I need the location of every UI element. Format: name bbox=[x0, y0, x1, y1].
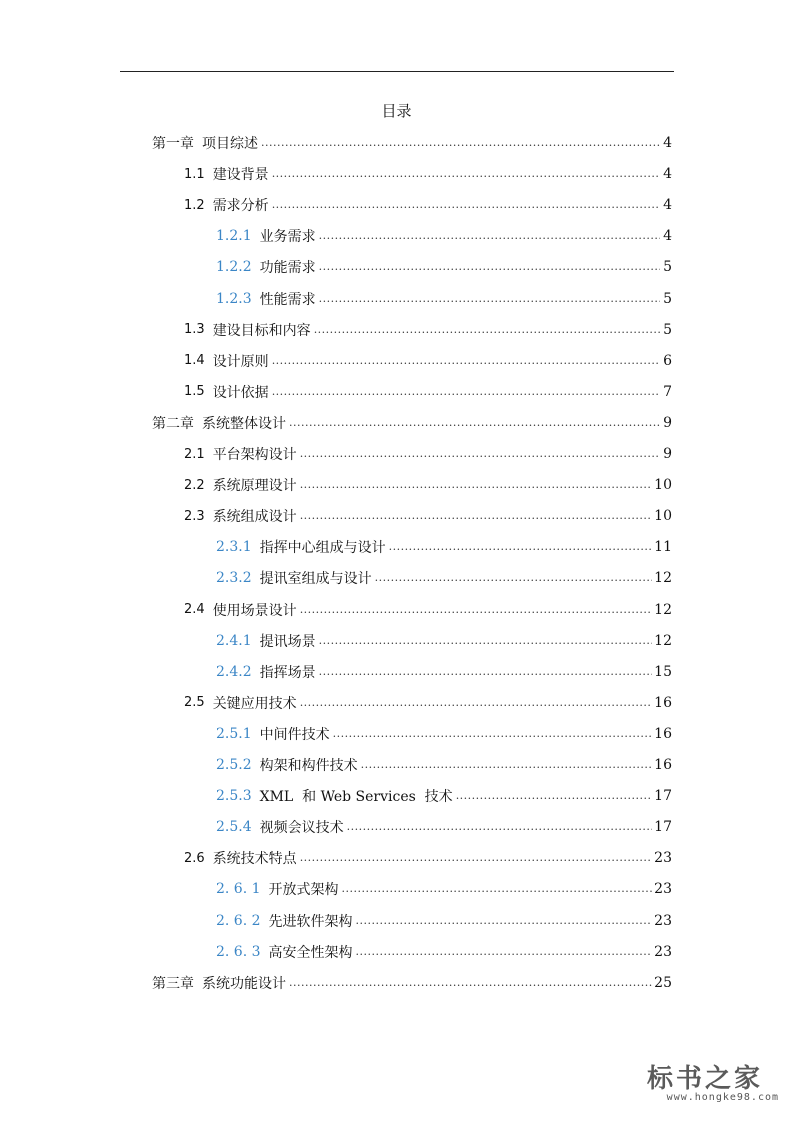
toc-entry-title: 高安全性架构 bbox=[268, 944, 353, 961]
toc-dot-leader bbox=[314, 318, 660, 342]
toc-entry-number: 2.5.4 bbox=[216, 819, 252, 836]
toc-entry[interactable] bbox=[216, 940, 672, 964]
toc-dot-leader bbox=[300, 598, 652, 622]
toc-entry-number: 2.4 bbox=[184, 602, 205, 617]
toc-entry-page: 7 bbox=[663, 383, 672, 400]
toc-entry[interactable] bbox=[216, 255, 672, 279]
toc-entry[interactable] bbox=[152, 131, 672, 155]
toc-entry[interactable] bbox=[184, 318, 672, 342]
toc-dot-leader bbox=[272, 162, 660, 186]
toc-entry-number: 2.5 bbox=[184, 695, 205, 711]
toc-entry-number: 1.4 bbox=[184, 353, 205, 369]
toc-dot-leader bbox=[300, 846, 652, 870]
toc-entry-number: 1.5 bbox=[184, 384, 205, 400]
toc-entry-page: 23 bbox=[654, 912, 672, 929]
toc-dot-leader bbox=[289, 971, 652, 995]
toc-dot-leader bbox=[319, 224, 660, 248]
toc-entry-title: 先进软件架构 bbox=[268, 913, 353, 930]
toc-entry[interactable] bbox=[184, 846, 672, 870]
toc-entry[interactable] bbox=[216, 815, 672, 839]
watermark-url: www.hongke98.com bbox=[666, 1092, 779, 1103]
toc-entry[interactable] bbox=[184, 504, 672, 528]
toc-dot-leader bbox=[361, 753, 653, 777]
toc-entry-title: XML 和 Web Services 技术 bbox=[259, 789, 453, 806]
toc-dot-leader bbox=[319, 287, 660, 311]
toc-entry-number: 1.1 bbox=[184, 166, 205, 182]
toc-entry-title: 系统技术特点 bbox=[212, 851, 297, 868]
toc-dot-leader bbox=[272, 349, 660, 373]
toc-entry-number: 2.3 bbox=[184, 508, 205, 524]
toc-entry-number: 第一章 bbox=[152, 136, 194, 152]
toc-entry-title: 建设目标和内容 bbox=[212, 322, 311, 339]
toc-entry-number: 2.3.2 bbox=[216, 570, 252, 587]
toc-entry-number: 第三章 bbox=[152, 975, 194, 992]
toc-entry-number: 2.6 bbox=[184, 850, 205, 866]
toc-entry-title: 使用场景设计 bbox=[212, 602, 297, 619]
toc-entry-page: 23 bbox=[654, 850, 672, 867]
toc-entry-number: 2.5.1 bbox=[216, 725, 252, 742]
toc-entry-title: 开放式架构 bbox=[268, 882, 339, 899]
toc-entry-page: 5 bbox=[663, 321, 672, 338]
toc-dot-leader bbox=[356, 909, 653, 933]
toc-entry-number: 1.2.3 bbox=[216, 290, 252, 307]
toc-entry-page: 4 bbox=[663, 228, 672, 245]
toc-entry-page: 12 bbox=[654, 601, 672, 618]
toc-entry-number: 1.2 bbox=[184, 197, 205, 213]
header-rule bbox=[120, 71, 674, 72]
toc-dot-leader bbox=[389, 535, 653, 559]
toc-dot-leader bbox=[300, 504, 652, 528]
toc-entry-number: 1.2.2 bbox=[216, 259, 252, 276]
toc-entry[interactable] bbox=[184, 598, 672, 622]
toc-entry[interactable] bbox=[216, 629, 672, 653]
toc-dot-leader bbox=[300, 473, 652, 497]
toc-entry-title: 业务需求 bbox=[259, 229, 316, 246]
toc-title: 目录 bbox=[381, 102, 412, 120]
toc-entry-page: 10 bbox=[654, 477, 672, 494]
toc-entry-page: 16 bbox=[654, 725, 672, 742]
toc-entry[interactable] bbox=[216, 909, 672, 933]
toc-entry[interactable] bbox=[216, 566, 672, 590]
toc-entry-page: 9 bbox=[663, 446, 672, 462]
toc-entry-title: 指挥场景 bbox=[259, 664, 316, 681]
toc-dot-leader bbox=[333, 722, 653, 746]
toc-dot-leader bbox=[319, 255, 660, 279]
toc-dot-leader bbox=[272, 380, 660, 404]
toc-entry[interactable] bbox=[216, 224, 672, 248]
toc-entry-title: 提讯室组成与设计 bbox=[259, 571, 372, 588]
toc-dot-leader bbox=[347, 815, 653, 839]
toc-entry-title: 需求分析 bbox=[212, 198, 269, 215]
toc-entry[interactable] bbox=[216, 753, 672, 777]
toc-entry-number: 2.4.2 bbox=[216, 663, 252, 680]
toc-dot-leader bbox=[356, 940, 653, 964]
toc-dot-leader bbox=[289, 411, 660, 435]
toc-entry-title: 系统整体设计 bbox=[202, 415, 286, 432]
toc-entry-title: 提讯场景 bbox=[259, 633, 316, 650]
toc-entry[interactable] bbox=[184, 473, 672, 497]
toc-entry[interactable] bbox=[184, 691, 672, 715]
toc-entry-title: 系统功能设计 bbox=[202, 975, 286, 992]
toc-dot-leader bbox=[300, 691, 652, 715]
toc-entry-title: 建设背景 bbox=[212, 167, 269, 184]
toc-entry[interactable] bbox=[184, 380, 672, 404]
toc-entry[interactable] bbox=[184, 442, 672, 466]
toc-entry[interactable] bbox=[216, 287, 672, 311]
toc-entry[interactable] bbox=[216, 535, 672, 559]
toc-entry-number: 2. 6. 2 bbox=[216, 912, 261, 929]
watermark-logo bbox=[633, 1058, 783, 1110]
toc-entry-page: 5 bbox=[663, 259, 672, 276]
toc-entry-title: 系统原理设计 bbox=[212, 478, 297, 495]
toc-entry-title: 系统组成设计 bbox=[212, 509, 297, 526]
toc-dot-leader bbox=[300, 442, 660, 466]
toc-entry-title: 指挥中心组成与设计 bbox=[259, 540, 386, 557]
toc-entry-title: 设计原则 bbox=[212, 353, 269, 370]
toc-entry-page: 5 bbox=[663, 290, 672, 307]
toc-dot-leader bbox=[319, 629, 653, 653]
toc-entry-page: 4 bbox=[663, 135, 672, 151]
toc-entry[interactable] bbox=[216, 784, 672, 808]
toc-entry-title: 中间件技术 bbox=[259, 726, 330, 743]
toc-entry-title: 视频会议技术 bbox=[259, 820, 344, 837]
watermark-name: 标书之家 bbox=[646, 1064, 763, 1094]
toc-entry-title: 构架和构件技术 bbox=[259, 758, 358, 774]
toc-entry-number: 1.2.1 bbox=[216, 228, 252, 245]
toc-entry-page: 16 bbox=[654, 694, 672, 711]
toc-entry-page: 15 bbox=[654, 663, 672, 680]
toc-entry-title: 项目综述 bbox=[202, 136, 258, 152]
toc-dot-leader bbox=[272, 193, 660, 217]
toc-entry-page: 12 bbox=[654, 570, 672, 587]
toc-entry-number: 2.2 bbox=[184, 477, 205, 493]
toc-entry-page: 12 bbox=[654, 632, 672, 649]
toc-entry-number: 2. 6. 3 bbox=[216, 943, 261, 960]
toc-entry-number: 1.3 bbox=[184, 322, 205, 338]
toc-entry[interactable] bbox=[152, 411, 672, 435]
toc-entry[interactable] bbox=[152, 971, 672, 995]
toc-entry-number: 2.5.2 bbox=[216, 757, 252, 773]
toc-dot-leader bbox=[319, 660, 653, 684]
toc-entry-page: 17 bbox=[654, 819, 672, 836]
toc-entry-title: 设计依据 bbox=[212, 384, 269, 401]
toc-entry-title: 关键应用技术 bbox=[212, 695, 297, 712]
toc-entry[interactable] bbox=[184, 349, 672, 373]
toc-entry-page: 23 bbox=[654, 881, 672, 898]
toc-entry-page: 9 bbox=[663, 414, 672, 431]
toc-entry-number: 2.1 bbox=[184, 446, 205, 462]
toc-entry-number: 第二章 bbox=[152, 415, 194, 432]
toc-entry-number: 2.5.3 bbox=[216, 788, 252, 805]
toc-entry[interactable] bbox=[216, 722, 672, 746]
toc-dot-leader bbox=[342, 877, 653, 901]
toc-entry-page: 4 bbox=[663, 166, 672, 183]
toc-entry-number: 2.4.1 bbox=[216, 632, 252, 649]
toc-entry-title: 性能需求 bbox=[259, 291, 316, 308]
toc-entry-number: 2.3.1 bbox=[216, 539, 252, 556]
toc-dot-leader bbox=[261, 131, 660, 155]
toc-dot-leader bbox=[456, 784, 652, 808]
toc-entry-page: 17 bbox=[654, 788, 672, 805]
toc-entry[interactable] bbox=[216, 660, 672, 684]
toc-entry-title: 平台架构设计 bbox=[212, 447, 297, 463]
toc-entry-page: 6 bbox=[663, 352, 672, 369]
toc-dot-leader bbox=[375, 566, 653, 590]
toc-entry-number: 2. 6. 1 bbox=[216, 881, 261, 898]
toc-entry-page: 10 bbox=[654, 508, 672, 525]
toc-entry-page: 23 bbox=[654, 943, 672, 960]
toc-entry-title: 功能需求 bbox=[259, 260, 316, 277]
toc-entry[interactable] bbox=[216, 877, 672, 901]
toc-entry[interactable] bbox=[184, 193, 672, 217]
toc-entry-page: 11 bbox=[654, 539, 672, 556]
toc-entry-page: 4 bbox=[663, 197, 672, 214]
toc-entry-page: 16 bbox=[654, 757, 672, 773]
toc-entry-page: 25 bbox=[654, 974, 672, 991]
toc-entry[interactable] bbox=[184, 162, 672, 186]
